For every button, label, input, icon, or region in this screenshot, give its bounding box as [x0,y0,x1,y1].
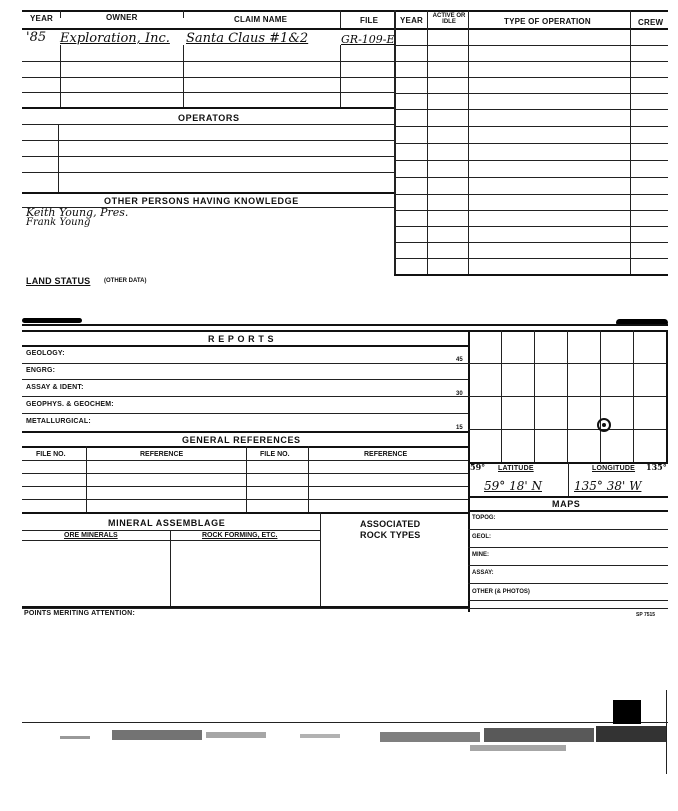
report-metallurgical-num: 15 [456,425,463,431]
rock-forming-label: ROCK FORMING, ETC. [202,532,278,539]
maps-mine: MINE: [472,552,489,558]
longitude-value: 135° 38' W [574,479,642,493]
reports-title: R E P O R T S [208,334,275,344]
report-geology-num: 45 [456,357,463,363]
report-assay-num: 30 [456,391,463,397]
header-crew: CREW [638,18,664,27]
header-active-or-idle: ACTIVE OR IDLE [432,13,466,25]
other-person-1: Keith Young, Pres. [26,206,129,219]
points-meriting-title: POINTS MERITING ATTENTION: [24,610,135,617]
black-square-mark [613,700,641,724]
gr-header-reference-2: REFERENCE [364,451,408,458]
form-number: SP 7515 [636,612,656,618]
ore-minerals-label: ORE MINERALS [64,532,118,539]
longitude-label: LONGITUDE [592,465,636,472]
location-marker-icon [597,418,611,432]
entry-owner: Exploration, Inc. [60,31,170,46]
lon-suffix: 135° [646,462,667,472]
latitude-label: LATITUDE [498,465,534,472]
latitude-value: 59° 18' N [484,479,542,493]
header-year: YEAR [30,14,54,23]
entry-year: '85 [26,30,47,45]
land-status-title: LAND STATUS [26,276,91,286]
gr-header-reference-1: REFERENCE [140,451,184,458]
report-geophys-geochem: GEOPHYS. & GEOCHEM: [26,401,114,408]
header-owner: OWNER [106,13,138,22]
other-person-2: Frank Young [26,217,91,228]
land-status-subtitle: (OTHER DATA) [104,278,147,284]
general-references-title: GENERAL REFERENCES [182,435,301,445]
header-file: FILE [360,16,379,25]
report-metallurgical: METALLURGICAL: [26,418,91,425]
gr-header-file-no-1: FILE NO. [36,451,66,458]
other-persons-title: OTHER PERSONS HAVING KNOWLEDGE [104,196,299,206]
lat-prefix: 59° [470,462,486,472]
maps-other-photos: OTHER (& PHOTOS) [472,589,530,595]
entry-claim-name: Santa Claus #1&2 [186,31,309,46]
entry-file: GR-109-E [341,33,395,46]
maps-topog: TOPOG: [472,515,496,521]
gr-header-file-no-2: FILE NO. [260,451,290,458]
report-assay-ident: ASSAY & IDENT: [26,384,84,391]
header-type-of-operation: TYPE OF OPERATION [504,17,591,26]
report-geology: GEOLOGY: [26,350,65,357]
maps-geol: GEOL: [472,534,491,540]
header-claim-name: CLAIM NAME [234,15,288,24]
associated-rock-types-line2: ROCK TYPES [360,530,421,540]
maps-assay: ASSAY: [472,570,494,576]
report-engrg: ENGRG: [26,367,56,374]
mineral-assemblage-title: MINERAL ASSEMBLAGE [108,518,226,528]
operators-title: OPERATORS [178,113,240,123]
associated-rock-types-line1: ASSOCIATED [360,519,421,529]
header-year-2: YEAR [400,16,424,25]
maps-title: MAPS [552,499,581,509]
